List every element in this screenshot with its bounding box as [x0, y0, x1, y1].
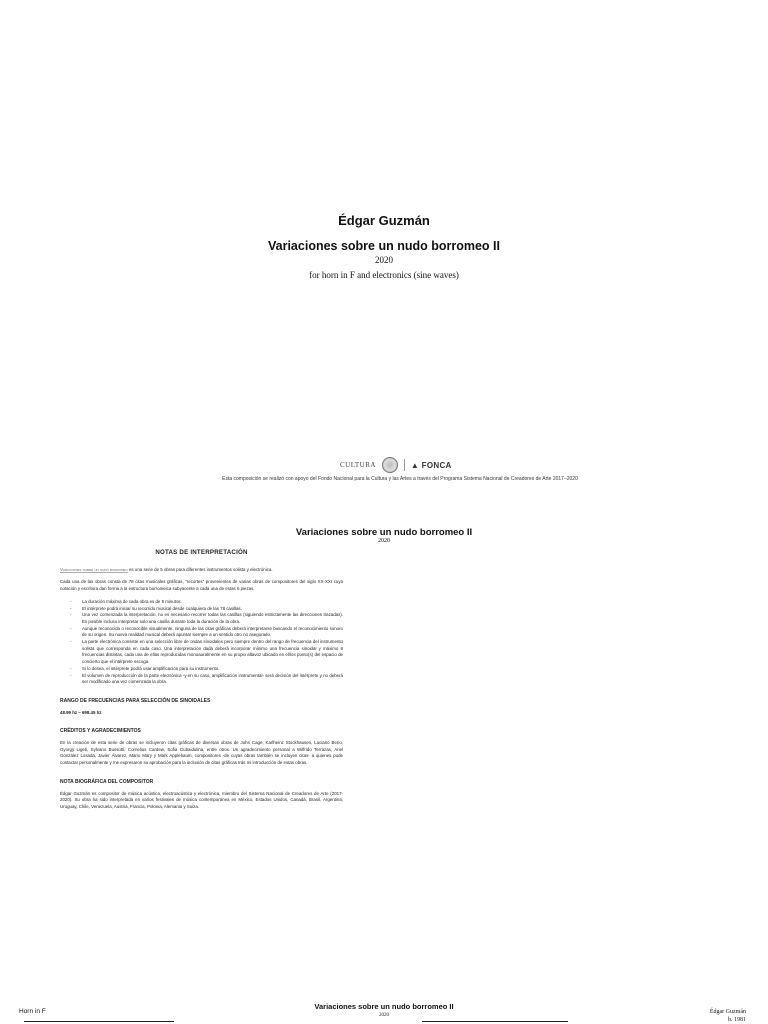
frequency-range: 48.99 hz – 698.45 hz — [60, 709, 102, 715]
work-title: Variaciones sobre un nudo borromeo II — [268, 239, 500, 253]
score-composer — [710, 1008, 746, 1024]
list-item: - Una vez comenzada la interpretación, no es necesario recorrer todas las casillas (siguiendo estrictamente las direcciones trazadas). Es posible incluso interpretar solo una casilla durante toda la duración de la obra. — [60, 612, 343, 625]
score-title: Variaciones sobre un nudo borromeo II — [314, 1002, 454, 1011]
instrumentation: for horn in F and electronics (sine waves) — [309, 270, 459, 280]
list-item: - El volumen de reproducción de la parte electrónica -y en su caso, amplificación instrumental- será decisión del intérprete y no deberá ser modificado una vez comenzada la obra. — [60, 673, 343, 686]
series-title-link[interactable]: Variaciones sobre un nudo borromeo — [60, 566, 128, 572]
notes-intro: Variaciones sobre un nudo borromeo es una serie de 5 obras para diferentes instrumentos solista y electrónica. — [60, 566, 273, 572]
staff-line — [422, 1021, 568, 1022]
list-item: - La duración máxima de cada obra es de 9 minutos. — [60, 599, 343, 606]
performance-notes — [60, 550, 343, 817]
work-year: 2020 — [375, 255, 393, 265]
fonca-logo: ▲ FONCA — [410, 460, 452, 470]
composer-name: Édgar Guzmán — [338, 213, 430, 228]
list-item: - El intérprete podrá iniciar su recorrido musical desde cualquiera de las 78 casillas. — [60, 606, 343, 613]
cultura-logo: CULTURA — [340, 461, 376, 469]
credits-heading: CRÉDITOS Y AGRADECIMIENTOS — [60, 728, 141, 735]
list-item: - La parte electrónica consiste en una selección libre de ondas sinoidales pero siempre dentro del rango de frecuencia del instrumento solista que corresponda en cada caso. Una interpretación dada deberá incorporar mínimo una frecuencia sinoidal y máximo 8 frecuencias distintas, cada una de ellas reproducidas monoauralmente en su propio altavoz ubicado en el/los punto(s) del espacio de concierto que el intérprete escoga. — [60, 639, 343, 666]
list-item: - Si lo desea, el intérprete podrá usar amplificación para su instrumento. — [60, 666, 343, 673]
credits-text: En la creación de esta serie de obras se incluyeron citas gráficas de diversas obras de John Cage, Karlheinz Stockhausen, Luciano Berio, Gyorgy Ligeti, Sylvano Bussotti, Cornelius Cardew, Sofia Gubaidulina, entre otros. Un agradecimiento personal a Wilfrido Terrazas, Ariel González Losada, Javier Álvarez, Mario Mary y Mark Applebaum, compositores -de cuyas obras también se incluyen citas- a quienes pude contactar personalmente y me expresaron su aprobación para la inclusión de citas gráficas trás mi introducción de estas obras. — [60, 740, 343, 766]
national-seal-icon — [382, 457, 398, 473]
bio-text: Édgar Guzmán es compositor de música acústica, electroacústica y electrónica, miembro del Sistema Nacional de Creadores de Arte (2017-2020). Su obra ha sido interpretada en varios festivales de música contemporánea en México, Estados Unidos, Canadá, Brasil, Argentina, Uruguay, Chile, Venezuela, Austria, Francia, Polonia, Alemania y Suiza. — [60, 790, 343, 809]
notes-bullet-list — [60, 599, 343, 686]
instrument-label: Horn in F — [19, 1008, 46, 1015]
notes-page-title: Variaciones sobre un nudo borromeo II — [295, 527, 473, 538]
staff-line — [24, 1021, 174, 1022]
sponsor-logos — [340, 457, 452, 473]
support-note: Esta composición se realizó con apoyo del Fondo Nacional para la Cultura y las Artes a través del Programa Sistema Nacional de Creadores de Arte 2017–2020 — [222, 476, 578, 482]
frequency-heading: RANGO DE FRECUENCIAS PARA SELECCIÓN DE SINOIDALES — [60, 697, 211, 704]
score-composer-name: Édgar Guzmán — [709, 1009, 746, 1015]
list-item: - Aunque reconocida o reconocible visualmente, ninguna de las citas gráficas deberá interpretarse buscando el reconocimiento sonoro de su origen. Su nueva realidad musical deberá apuntar siempre a un sentido otro no asegurado. — [60, 626, 343, 639]
notes-page-year: 2020 — [378, 538, 390, 544]
score-year: 2020 — [379, 1013, 389, 1018]
notes-paragraph: Cada una de las obras consta de 78 citas musicales gráficas, “recortes” provenientes de varias obras de compositores del siglo XX-XXI cuya notación y escritura dan forma a la estructura borromeica subyacente a cada una de estas 5 piezas. — [60, 579, 343, 592]
logo-divider — [404, 459, 405, 471]
score-composer-birth: b. 1981 — [728, 1017, 746, 1023]
bio-heading: NOTA BIOGRÁFICA DEL COMPOSITOR — [60, 778, 154, 785]
notes-heading: NOTAS DE INTERPRETACIÓN — [155, 549, 248, 556]
